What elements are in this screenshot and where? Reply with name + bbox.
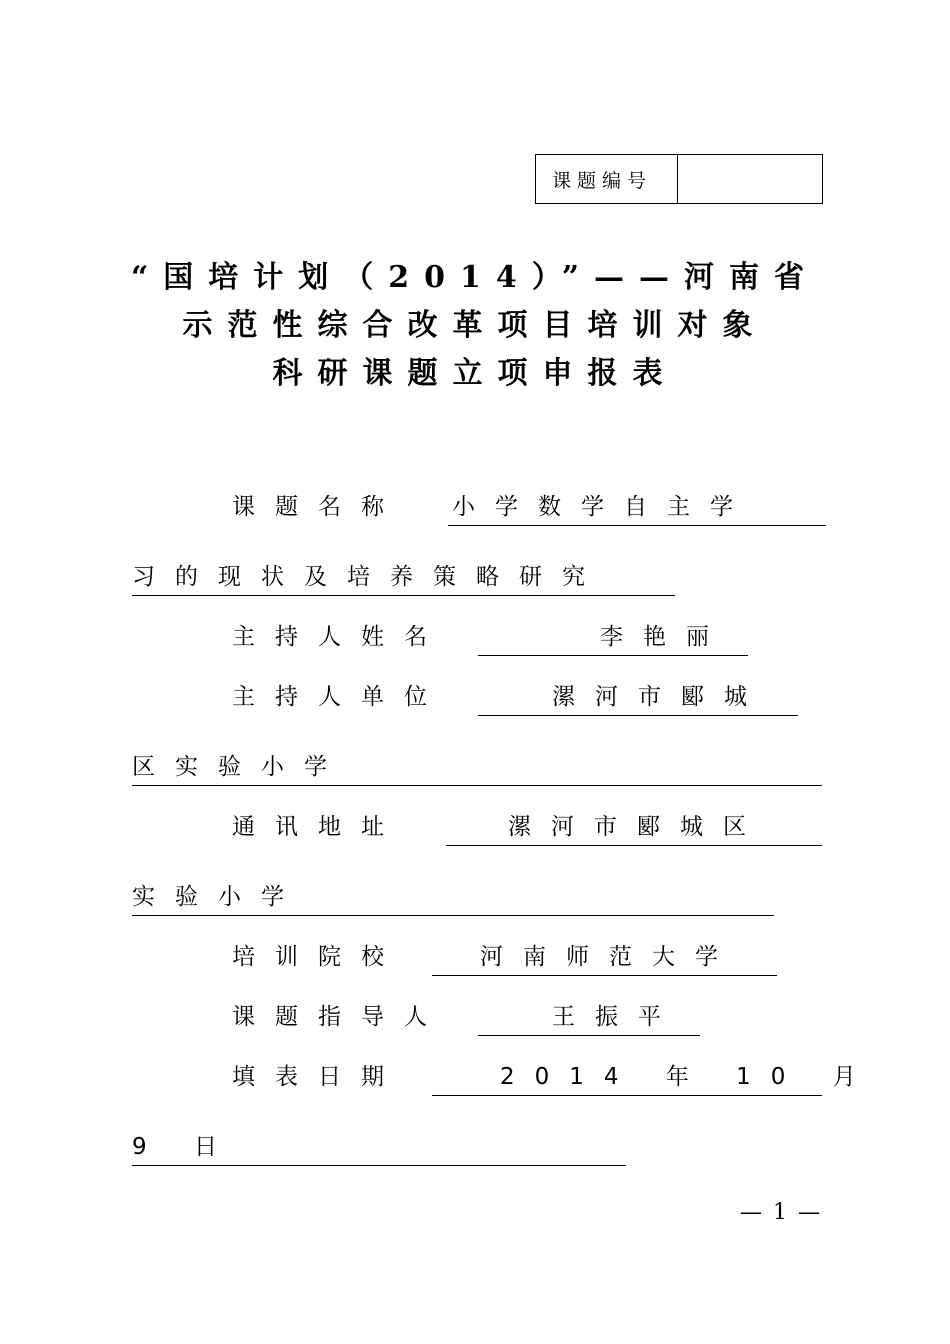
topic-number-box xyxy=(535,154,823,204)
school-label: 培训院校 xyxy=(232,944,404,970)
date-label: 填表日期 xyxy=(232,1064,404,1090)
host-unit-value-1: 漯河市郾城 xyxy=(478,686,798,716)
host-name-label: 主持人姓名 xyxy=(232,624,447,650)
topic-number-label: 课题编号 xyxy=(536,155,678,203)
title-line-2: 示范性综合改革项目培训对象 xyxy=(182,308,768,343)
title-line-1: “国培计划（2014）”——河南省 xyxy=(130,260,819,295)
address-label: 通讯地址 xyxy=(232,814,404,840)
host-unit-value-2: 区实验小学 xyxy=(132,756,822,786)
host-unit-label: 主持人单位 xyxy=(232,684,447,710)
topic-value-2: 习的现状及培养策略研究 xyxy=(132,566,675,596)
address-value-2: 实验小学 xyxy=(132,886,774,916)
topic-label: 课题名称 xyxy=(232,494,404,520)
advisor-label: 课题指导人 xyxy=(232,1004,447,1030)
date-value-1: 2014 年 10 月 xyxy=(432,1066,822,1096)
date-value-2: 9 日 xyxy=(132,1136,626,1166)
topic-value-1: 小学数学自主学 xyxy=(448,496,826,526)
topic-number-value[interactable] xyxy=(678,155,822,203)
page-number: — 1 — xyxy=(740,1200,822,1225)
host-name-value: 李艳丽 xyxy=(478,626,748,656)
address-value-1: 漯河市郾城区 xyxy=(446,816,822,846)
advisor-value: 王振平 xyxy=(478,1006,700,1036)
title-line-3: 科研课题立项申报表 xyxy=(272,356,678,391)
school-value: 河南师范大学 xyxy=(432,946,777,976)
